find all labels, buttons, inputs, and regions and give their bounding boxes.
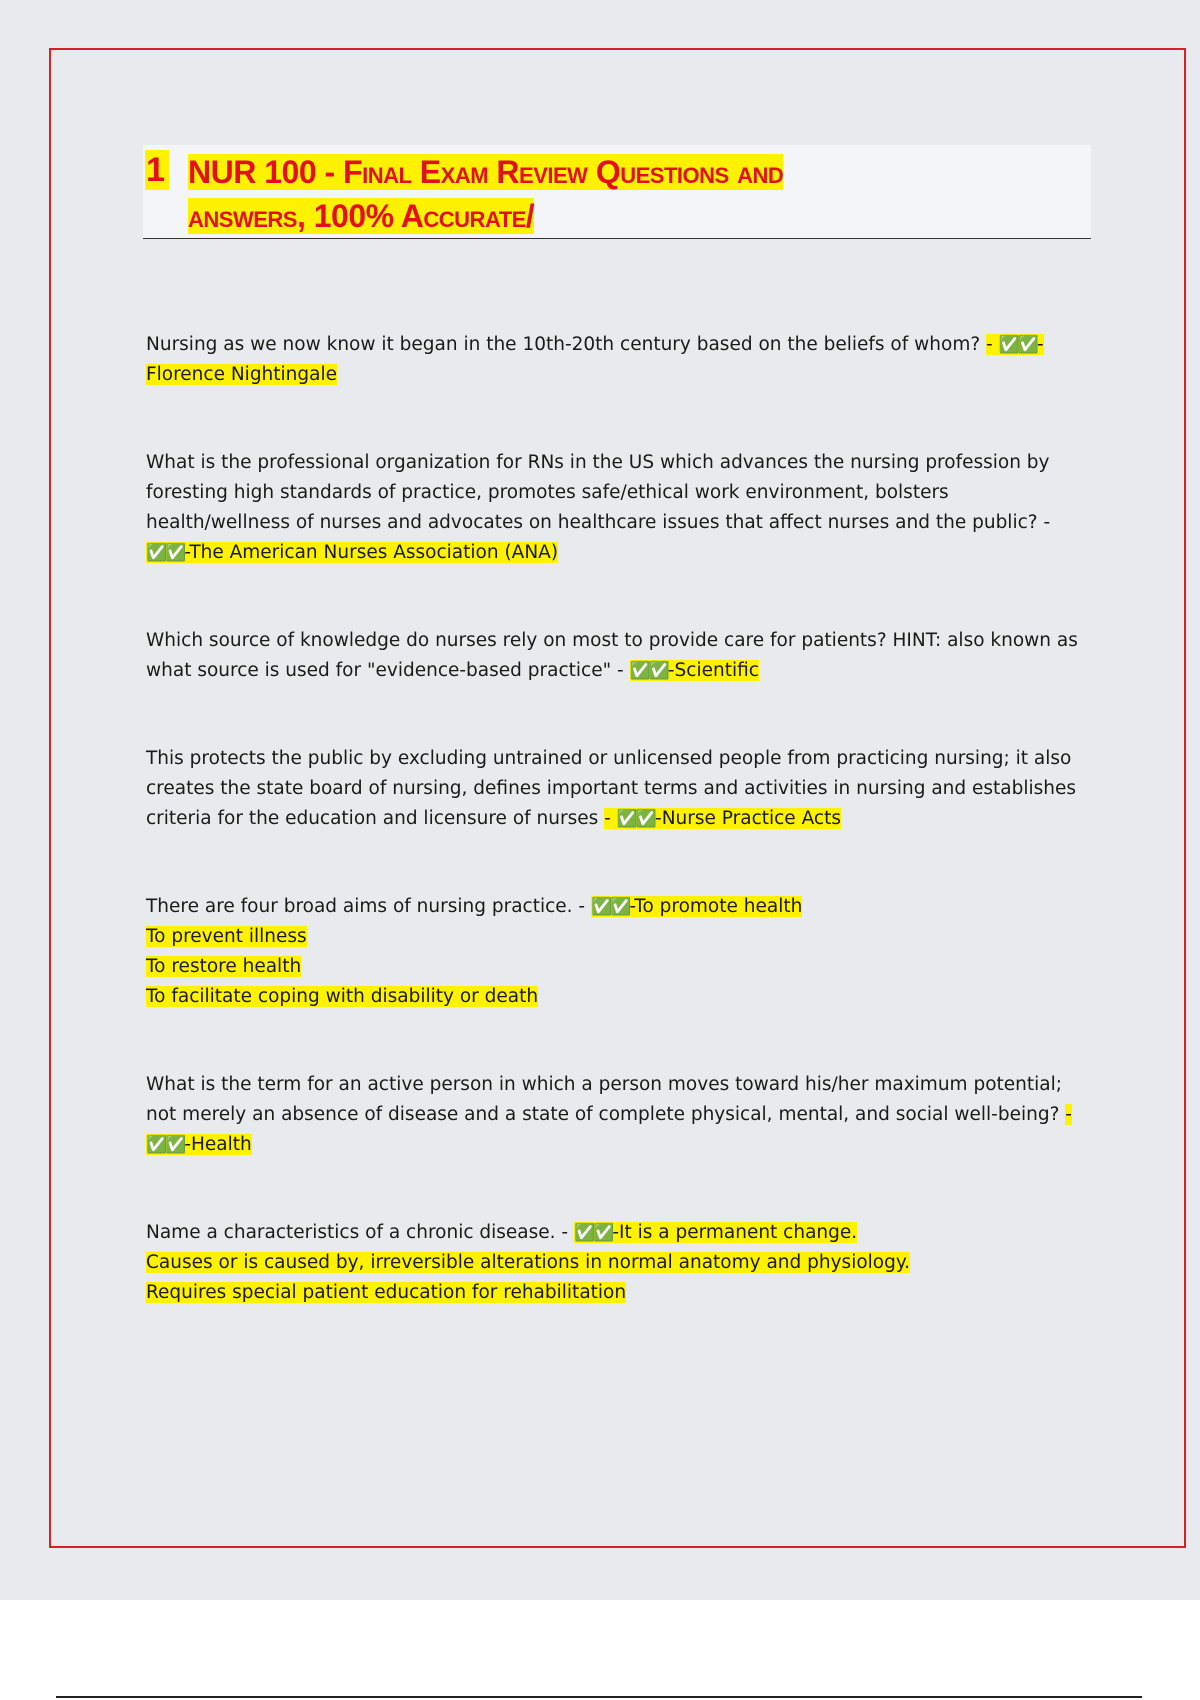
answer-text: -Health xyxy=(184,1134,252,1155)
double-check-icon: ✅✅ xyxy=(629,661,668,681)
heading-title xyxy=(188,150,1048,238)
answer-line xyxy=(146,952,1091,982)
double-check-icon: ✅✅ xyxy=(146,1135,185,1155)
answer-line xyxy=(146,982,1091,1012)
answer-text: -The American Nurses Association (ANA) xyxy=(184,542,559,563)
question-paragraph xyxy=(146,892,1091,922)
double-check-icon: ✅✅ xyxy=(573,1223,613,1243)
qa-item xyxy=(146,1070,1091,1160)
answer-line xyxy=(146,1248,1091,1278)
answer-text: -Florence Nightingale xyxy=(146,334,1044,385)
answer-text: -Nurse Practice Acts xyxy=(655,808,841,829)
question-text: What is the professional organization for RNs in the US which advances the nursing profession by foresting high standards of practice, promotes safe/ethical work environment, bolsters health/wellness of nurses and advocates on healthcare issues that affect nurses and the public? - xyxy=(146,452,1051,533)
question-paragraph xyxy=(146,744,1091,834)
footer-divider xyxy=(56,1696,1142,1698)
answer-line xyxy=(146,1278,1091,1308)
question-text: Name a characteristics of a chronic disease. - xyxy=(146,1222,574,1243)
question-paragraph xyxy=(146,1218,1091,1248)
answer-highlight xyxy=(591,896,802,917)
qa-item xyxy=(146,744,1091,834)
question-text: What is the term for an active person in which a person moves toward his/her maximum potential; not merely an absence of disease and a state of complete physical, mental, and social well-being? xyxy=(146,1074,1066,1125)
qa-item xyxy=(146,448,1091,568)
answer-highlight xyxy=(574,1222,857,1243)
question-text: Which source of knowledge do nurses rely on most to provide care for patients? HINT: also known as what source is used for "evidence-based practice" - xyxy=(146,630,1078,681)
double-check-icon: ✅✅ xyxy=(590,897,630,917)
answer-prefix: - xyxy=(986,334,999,355)
question-paragraph xyxy=(146,626,1091,686)
answer-highlight xyxy=(604,808,841,829)
answer-extra-text: To prevent illness xyxy=(146,926,307,947)
answer-extra-text: To facilitate coping with disability or death xyxy=(146,986,539,1007)
answer-extra-text: To restore health xyxy=(146,956,302,977)
question-text: This protects the public by excluding untrained or unlicensed people from practicing nursing; it also creates the state board of nursing, defines important terms and activities in nursing and establishes criteria for the education and licensure of nurses xyxy=(146,748,1077,829)
answer-prefix: - xyxy=(604,808,617,829)
answer-highlight xyxy=(630,660,759,681)
answer-text: -To promote health xyxy=(629,896,803,917)
double-check-icon: ✅✅ xyxy=(616,809,656,829)
double-check-icon: ✅✅ xyxy=(998,335,1037,355)
answer-extra-text: Requires special patient education for rehabilitation xyxy=(146,1282,627,1303)
question-paragraph xyxy=(146,448,1091,568)
question-text: Nursing as we now know it began in the 10th-20th century based on the beliefs of whom? xyxy=(146,334,987,355)
answer-prefix: - xyxy=(1065,1104,1072,1125)
heading-line-2: answers, 100% Accurate/ xyxy=(188,198,535,234)
answer-line xyxy=(146,922,1091,952)
heading-number: 1 xyxy=(145,150,169,190)
answer-text: -Scientific xyxy=(667,660,759,681)
qa-item xyxy=(146,330,1091,390)
answer-highlight xyxy=(146,542,558,563)
answer-extra-text: Causes or is caused by, irreversible alterations in normal anatomy and physiology. xyxy=(146,1252,911,1273)
qa-item xyxy=(146,1218,1091,1308)
document-heading xyxy=(143,145,1091,239)
question-paragraph xyxy=(146,1070,1091,1160)
qa-list xyxy=(146,330,1091,1366)
question-text: There are four broad aims of nursing practice. - xyxy=(146,896,591,917)
answer-text: -It is a permanent change. xyxy=(612,1222,858,1243)
heading-line-1: NUR 100 - Final Exam Review Questions and xyxy=(188,154,784,190)
double-check-icon: ✅✅ xyxy=(146,543,185,563)
qa-item xyxy=(146,626,1091,686)
question-paragraph xyxy=(146,330,1091,390)
qa-item xyxy=(146,892,1091,1012)
